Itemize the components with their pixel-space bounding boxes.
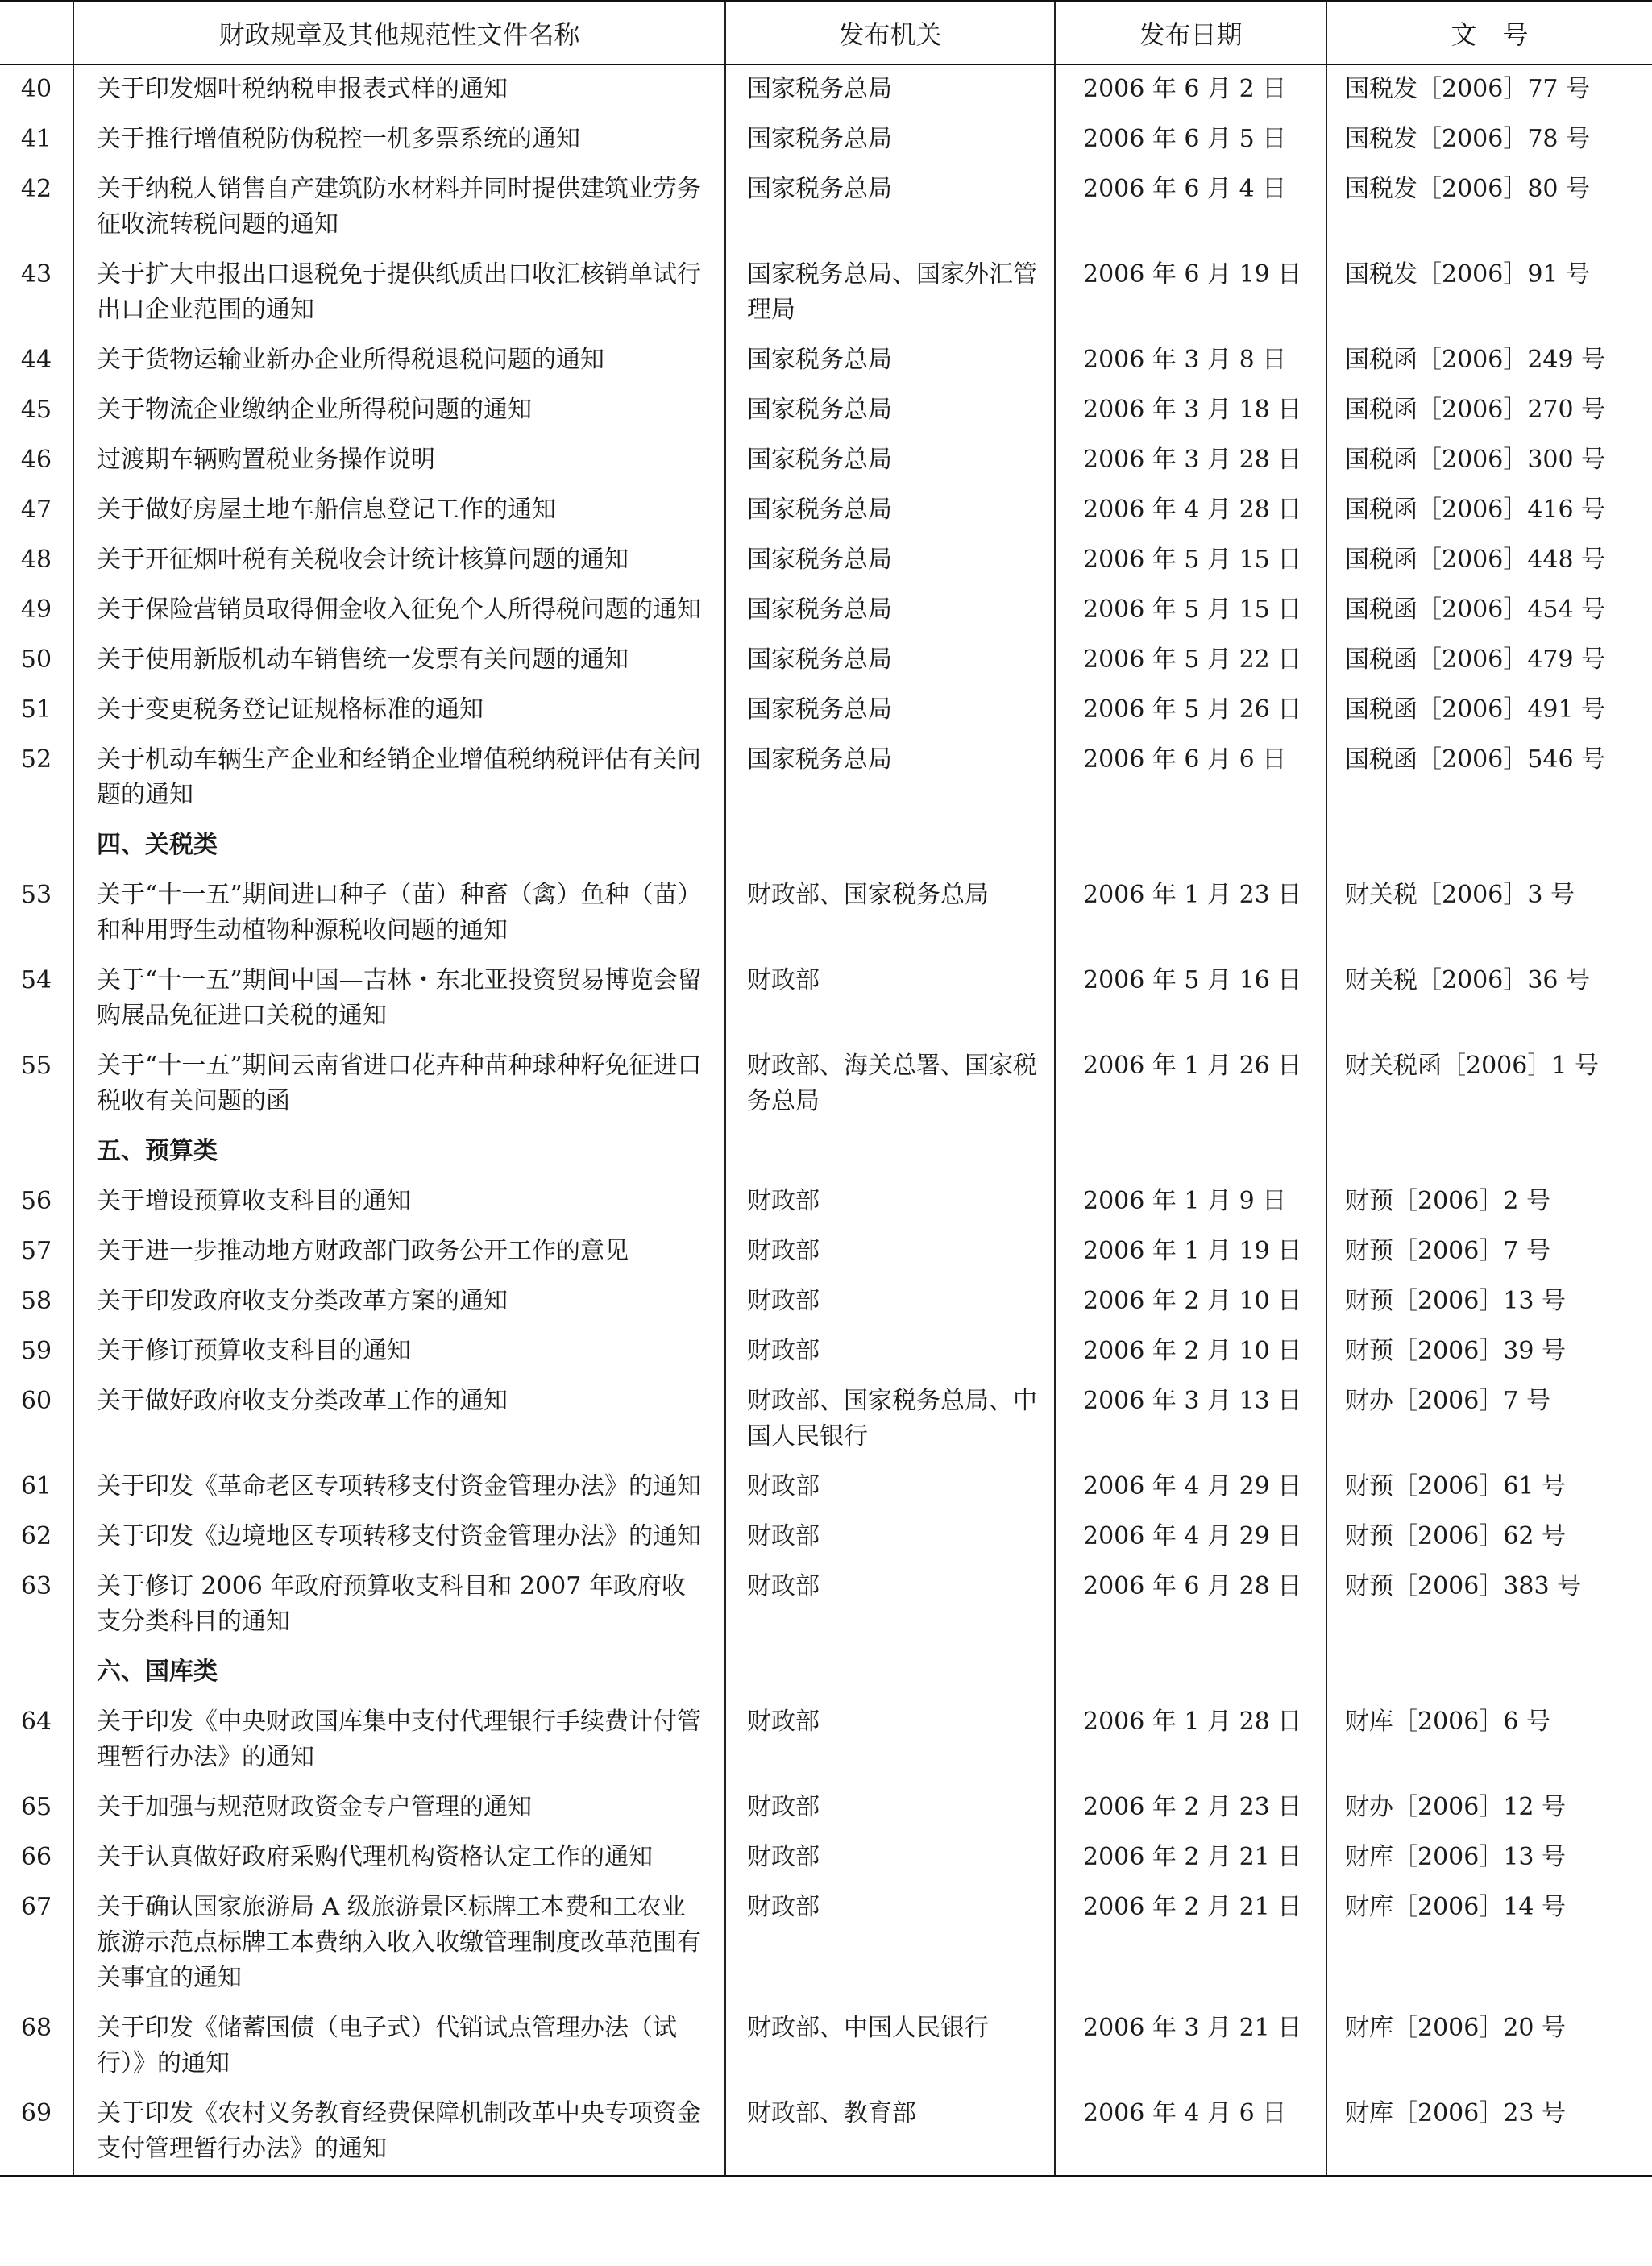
table-row (0, 251, 1652, 336)
document-number: 财预［2006］39 号 (1326, 1327, 1652, 1377)
header-row (0, 2, 1652, 65)
issue-date: 2006 年 3 月 21 日 (1055, 2004, 1326, 2090)
document-name: 关于做好政府收支分类改革工作的通知 (73, 1377, 725, 1463)
issuing-authority: 财政部 (725, 1698, 1055, 1783)
row-index: 48 (20, 546, 52, 574)
issue-date: 2006 年 5 月 15 日 (1055, 586, 1326, 636)
document-number: 国税函［2006］454 号 (1326, 586, 1652, 636)
document-name: 关于物流企业缴纳企业所得税问题的通知 (73, 386, 725, 436)
header-document-name: 财政规章及其他规范性文件名称 (73, 2, 725, 65)
document-number: 财预［2006］7 号 (1326, 1227, 1652, 1277)
table-row (0, 165, 1652, 251)
document-name: 关于“十一五”期间中国—吉林・东北亚投资贸易博览会留购展品免征进口关税的通知 (73, 957, 725, 1042)
issuing-authority: 财政部 (725, 1277, 1055, 1327)
issue-date: 2006 年 4 月 6 日 (1055, 2090, 1326, 2177)
table-row (0, 64, 1652, 115)
issue-date: 2006 年 3 月 8 日 (1055, 336, 1326, 386)
issue-date: 2006 年 4 月 29 日 (1055, 1513, 1326, 1563)
issuing-authority: 财政部 (725, 1463, 1055, 1513)
issuing-authority: 财政部 (725, 1327, 1055, 1377)
document-name: 关于印发《边境地区专项转移支付资金管理办法》的通知 (73, 1513, 725, 1563)
issue-date: 2006 年 6 月 5 日 (1055, 115, 1326, 165)
document-name: 关于印发政府收支分类改革方案的通知 (73, 1277, 725, 1327)
table-header (0, 2, 1652, 65)
table-row (0, 686, 1652, 736)
document-number: 国税函［2006］249 号 (1326, 336, 1652, 386)
issuing-authority: 财政部 (725, 1563, 1055, 1648)
table-row (0, 1177, 1652, 1227)
header-issue-date: 发布日期 (1055, 2, 1326, 65)
document-number: 财库［2006］14 号 (1326, 1883, 1652, 2004)
document-name: 关于印发《中央财政国库集中支付代理银行手续费计付管理暂行办法》的通知 (73, 1698, 725, 1783)
document-name: 关于保险营销员取得佣金收入征免个人所得税问题的通知 (73, 586, 725, 636)
document-name: 关于印发《农村义务教育经费保障机制改革中央专项资金支付管理暂行办法》的通知 (73, 2090, 725, 2177)
row-index: 55 (20, 1052, 52, 1080)
document-name: 关于推行增值税防伪税控一机多票系统的通知 (73, 115, 725, 165)
document-number (1326, 1648, 1652, 1698)
table-row (0, 336, 1652, 386)
document-number: 国税函［2006］416 号 (1326, 486, 1652, 536)
table-row (0, 1883, 1652, 2004)
table-row (0, 736, 1652, 821)
row-index: 44 (20, 346, 52, 374)
issuing-authority: 国家税务总局、国家外汇管理局 (725, 251, 1055, 336)
document-number: 财关税［2006］3 号 (1326, 871, 1652, 957)
issue-date: 2006 年 1 月 19 日 (1055, 1227, 1326, 1277)
issuing-authority: 国家税务总局 (725, 586, 1055, 636)
table-row (0, 1833, 1652, 1883)
row-index: 40 (20, 75, 52, 103)
document-number: 国税发［2006］78 号 (1326, 115, 1652, 165)
issuing-authority: 国家税务总局 (725, 536, 1055, 586)
issue-date: 2006 年 4 月 28 日 (1055, 486, 1326, 536)
issuing-authority: 财政部 (725, 1783, 1055, 1833)
document-name: 关于印发烟叶税纳税申报表式样的通知 (73, 64, 725, 115)
row-index: 43 (20, 260, 52, 288)
document-number (1326, 1127, 1652, 1177)
table-row (0, 1698, 1652, 1783)
document-name: 关于修订 2006 年政府预算收支科目和 2007 年政府收支分类科目的通知 (73, 1563, 725, 1648)
table-row (0, 1227, 1652, 1277)
issuing-authority: 财政部 (725, 1883, 1055, 2004)
issuing-authority: 财政部 (725, 1513, 1055, 1563)
issuing-authority: 国家税务总局 (725, 64, 1055, 115)
issue-date: 2006 年 3 月 28 日 (1055, 436, 1326, 486)
issuing-authority: 国家税务总局 (725, 686, 1055, 736)
table-row (0, 115, 1652, 165)
row-index: 64 (20, 1708, 52, 1736)
document-name: 关于扩大申报出口退税免于提供纸质出口收汇核销单试行出口企业范围的通知 (73, 251, 725, 336)
table-row (0, 1463, 1652, 1513)
row-index: 45 (20, 396, 52, 424)
section-heading-row (0, 821, 1652, 871)
document-number: 财办［2006］12 号 (1326, 1783, 1652, 1833)
issue-date: 2006 年 5 月 15 日 (1055, 536, 1326, 586)
row-index: 56 (20, 1187, 52, 1215)
document-name: 关于“十一五”期间云南省进口花卉种苗种球种籽免征进口税收有关问题的函 (73, 1042, 725, 1127)
issuing-authority: 财政部、海关总署、国家税务总局 (725, 1042, 1055, 1127)
table-row (0, 1377, 1652, 1463)
issue-date: 2006 年 1 月 9 日 (1055, 1177, 1326, 1227)
document-number: 国税函［2006］300 号 (1326, 436, 1652, 486)
table-row (0, 1783, 1652, 1833)
issue-date: 2006 年 6 月 6 日 (1055, 736, 1326, 821)
header-document-number: 文 号 (1326, 2, 1652, 65)
row-index: 59 (20, 1337, 52, 1365)
document-number: 国税函［2006］491 号 (1326, 686, 1652, 736)
issue-date: 2006 年 2 月 23 日 (1055, 1783, 1326, 1833)
row-index: 67 (20, 1893, 52, 1921)
row-index: 65 (20, 1793, 52, 1821)
document-name: 关于纳税人销售自产建筑防水材料并同时提供建筑业劳务征收流转税问题的通知 (73, 165, 725, 251)
table-row (0, 386, 1652, 436)
document-name: 关于开征烟叶税有关税收会计统计核算问题的通知 (73, 536, 725, 586)
document-number: 财库［2006］23 号 (1326, 2090, 1652, 2177)
issuing-authority (725, 821, 1055, 871)
document-name: 关于印发《革命老区专项转移支付资金管理办法》的通知 (73, 1463, 725, 1513)
issuing-authority (725, 1127, 1055, 1177)
row-index: 62 (20, 1522, 52, 1550)
issuing-authority: 国家税务总局 (725, 165, 1055, 251)
document-name: 关于“十一五”期间进口种子（苗）种畜（禽）鱼种（苗）和种用野生动植物种源税收问题的通知 (73, 871, 725, 957)
row-index: 60 (20, 1387, 52, 1415)
issue-date: 2006 年 2 月 10 日 (1055, 1277, 1326, 1327)
issue-date: 2006 年 1 月 26 日 (1055, 1042, 1326, 1127)
document-number (1326, 821, 1652, 871)
issue-date: 2006 年 2 月 10 日 (1055, 1327, 1326, 1377)
table-row (0, 1277, 1652, 1327)
issuing-authority: 财政部 (725, 1227, 1055, 1277)
table-row (0, 1042, 1652, 1127)
issuing-authority: 财政部、中国人民银行 (725, 2004, 1055, 2090)
document-name: 关于做好房屋土地车船信息登记工作的通知 (73, 486, 725, 536)
document-number: 国税函［2006］546 号 (1326, 736, 1652, 821)
issuing-authority: 财政部 (725, 1177, 1055, 1227)
row-index: 41 (20, 125, 52, 153)
section-heading: 六、国库类 (73, 1648, 725, 1698)
row-index (0, 1648, 73, 1698)
document-name: 关于增设预算收支科目的通知 (73, 1177, 725, 1227)
document-number: 财办［2006］7 号 (1326, 1377, 1652, 1463)
document-number: 财库［2006］6 号 (1326, 1698, 1652, 1783)
row-index: 57 (20, 1237, 52, 1265)
row-index: 50 (20, 645, 52, 674)
row-index: 46 (20, 446, 52, 474)
row-index: 49 (20, 596, 52, 624)
document-name: 关于货物运输业新办企业所得税退税问题的通知 (73, 336, 725, 386)
document-number: 国税函［2006］270 号 (1326, 386, 1652, 436)
row-index: 66 (20, 1843, 52, 1871)
table-body (0, 64, 1652, 2177)
row-index: 69 (0, 2090, 73, 2177)
issue-date: 2006 年 4 月 29 日 (1055, 1463, 1326, 1513)
row-index: 42 (20, 175, 52, 203)
document-number: 财预［2006］2 号 (1326, 1177, 1652, 1227)
document-number: 财预［2006］13 号 (1326, 1277, 1652, 1327)
document-name: 关于使用新版机动车销售统一发票有关问题的通知 (73, 636, 725, 686)
issue-date: 2006 年 5 月 16 日 (1055, 957, 1326, 1042)
issuing-authority (725, 1648, 1055, 1698)
table-row (0, 1513, 1652, 1563)
document-name: 关于修订预算收支科目的通知 (73, 1327, 725, 1377)
row-index: 63 (20, 1572, 52, 1600)
issue-date (1055, 1648, 1326, 1698)
issue-date: 2006 年 2 月 21 日 (1055, 1833, 1326, 1883)
document-number: 国税函［2006］448 号 (1326, 536, 1652, 586)
issuing-authority: 财政部 (725, 1833, 1055, 1883)
header-index (0, 2, 73, 65)
document-name: 关于变更税务登记证规格标准的通知 (73, 686, 725, 736)
row-index: 47 (20, 496, 52, 524)
issuing-authority: 国家税务总局 (725, 486, 1055, 536)
issuing-authority: 财政部、国家税务总局、中国人民银行 (725, 1377, 1055, 1463)
document-name: 关于确认国家旅游局 A 级旅游景区标牌工本费和工农业旅游示范点标牌工本费纳入收入收缴管理制度改革范围有关事宜的通知 (73, 1883, 725, 2004)
document-name: 关于加强与规范财政资金专户管理的通知 (73, 1783, 725, 1833)
document-number: 财预［2006］61 号 (1326, 1463, 1652, 1513)
section-heading: 四、关税类 (73, 821, 725, 871)
document-name: 过渡期车辆购置税业务操作说明 (73, 436, 725, 486)
issuing-authority: 财政部、国家税务总局 (725, 871, 1055, 957)
document-number: 财关税函［2006］1 号 (1326, 1042, 1652, 1127)
issue-date: 2006 年 2 月 21 日 (1055, 1883, 1326, 2004)
section-heading-row (0, 1648, 1652, 1698)
document-number: 财关税［2006］36 号 (1326, 957, 1652, 1042)
row-index: 51 (20, 695, 52, 724)
row-index: 61 (20, 1472, 52, 1500)
document-number: 国税发［2006］77 号 (1326, 64, 1652, 115)
row-index (0, 1127, 73, 1177)
issue-date: 2006 年 1 月 23 日 (1055, 871, 1326, 957)
document-name: 关于进一步推动地方财政部门政务公开工作的意见 (73, 1227, 725, 1277)
header-issuing-authority: 发布机关 (725, 2, 1055, 65)
issuing-authority: 国家税务总局 (725, 336, 1055, 386)
document-number: 财库［2006］13 号 (1326, 1833, 1652, 1883)
issue-date: 2006 年 5 月 26 日 (1055, 686, 1326, 736)
issue-date: 2006 年 6 月 2 日 (1055, 64, 1326, 115)
issue-date: 2006 年 6 月 28 日 (1055, 1563, 1326, 1648)
document-number: 国税函［2006］479 号 (1326, 636, 1652, 686)
table-row (0, 2090, 1652, 2177)
table-row (0, 586, 1652, 636)
issue-date: 2006 年 5 月 22 日 (1055, 636, 1326, 686)
issue-date (1055, 821, 1326, 871)
document-name: 关于机动车辆生产企业和经销企业增值税纳税评估有关问题的通知 (73, 736, 725, 821)
issue-date: 2006 年 1 月 28 日 (1055, 1698, 1326, 1783)
table-row (0, 436, 1652, 486)
issuing-authority: 国家税务总局 (725, 115, 1055, 165)
issue-date (1055, 1127, 1326, 1177)
document-number: 财预［2006］383 号 (1326, 1563, 1652, 1648)
issuing-authority: 财政部、教育部 (725, 2090, 1055, 2177)
table-row (0, 2004, 1652, 2090)
document-number: 财预［2006］62 号 (1326, 1513, 1652, 1563)
row-index (0, 821, 73, 871)
issue-date: 2006 年 3 月 13 日 (1055, 1377, 1326, 1463)
row-index: 68 (20, 2014, 52, 2042)
document-name: 关于印发《储蓄国债（电子式）代销试点管理办法（试行）》的通知 (73, 2004, 725, 2090)
table-row (0, 636, 1652, 686)
table-row (0, 536, 1652, 586)
table-row (0, 871, 1652, 957)
row-index: 52 (20, 745, 52, 774)
issuing-authority: 国家税务总局 (725, 436, 1055, 486)
document-number: 财库［2006］20 号 (1326, 2004, 1652, 2090)
table-row (0, 1563, 1652, 1648)
row-index: 54 (20, 966, 52, 994)
issue-date: 2006 年 3 月 18 日 (1055, 386, 1326, 436)
issuing-authority: 国家税务总局 (725, 736, 1055, 821)
table-row (0, 1327, 1652, 1377)
row-index: 58 (20, 1287, 52, 1315)
table-row (0, 957, 1652, 1042)
issue-date: 2006 年 6 月 19 日 (1055, 251, 1326, 336)
row-index: 53 (20, 881, 52, 909)
document-number: 国税发［2006］80 号 (1326, 165, 1652, 251)
section-heading-row (0, 1127, 1652, 1177)
document-number: 国税发［2006］91 号 (1326, 251, 1652, 336)
table-row (0, 486, 1652, 536)
section-heading: 五、预算类 (73, 1127, 725, 1177)
issue-date: 2006 年 6 月 4 日 (1055, 165, 1326, 251)
issuing-authority: 国家税务总局 (725, 386, 1055, 436)
issuing-authority: 财政部 (725, 957, 1055, 1042)
issuing-authority: 国家税务总局 (725, 636, 1055, 686)
document-name: 关于认真做好政府采购代理机构资格认定工作的通知 (73, 1833, 725, 1883)
